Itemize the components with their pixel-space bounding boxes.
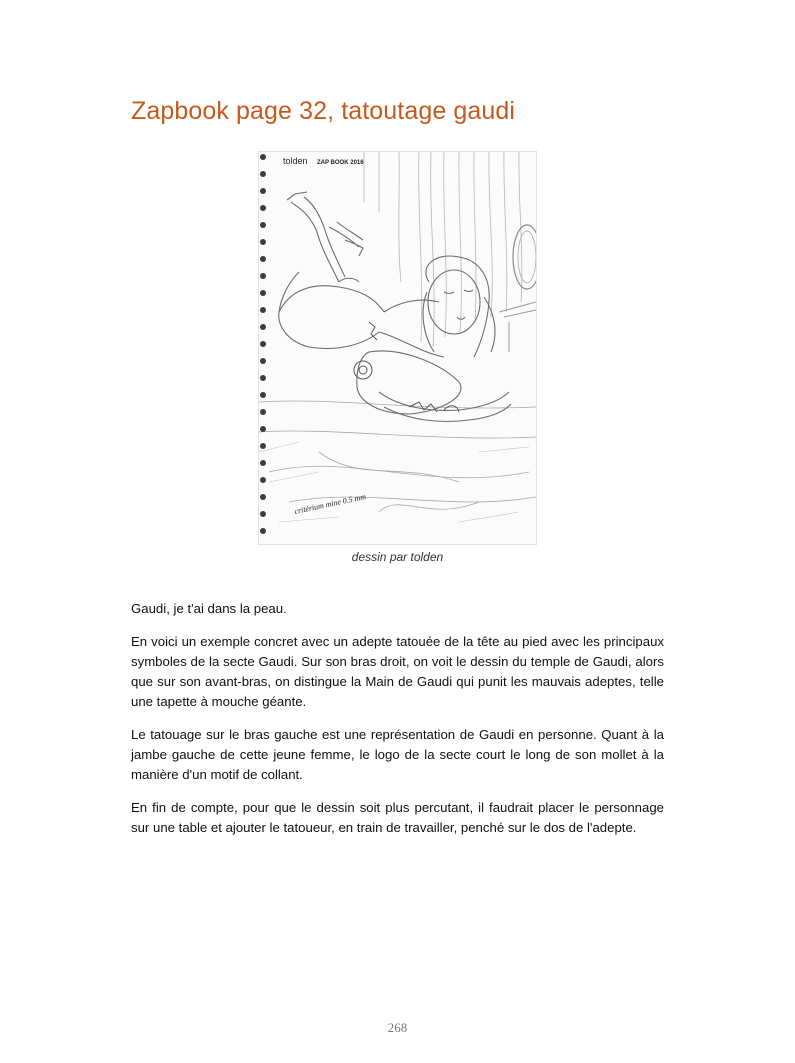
sketch-figure bbox=[258, 151, 537, 545]
page-title: Zapbook page 32, tatoutage gaudi bbox=[131, 97, 516, 125]
sketch-header-name: tolden bbox=[283, 156, 308, 166]
paragraph: Le tatouage sur le bras gauche est une représentation de Gaudi en personne. Quant à la jambe gauche de cette jeune femme, le logo de la secte court le long de son mollet à la manière d'un motif de collant. bbox=[131, 727, 664, 782]
paragraph: En voici un exemple concret avec un adepte tatouée de la tête au pied avec les principaux symboles de la secte Gaudi. Sur son bras droit, on voit le dessin du temple de Gaudi, alors que sur son avant-bras, on distingue la Main de Gaudi qui punit les mauvais adeptes, telle une tapette à mouche géante. bbox=[131, 634, 664, 709]
figure-caption: dessin par tolden bbox=[351, 550, 444, 564]
paragraph: En fin de compte, pour que le dessin soit plus percutant, il faudrait placer le personnage sur une table et ajouter le tatoueur, en train de travailler, penché sur le dos de l'adepte. bbox=[131, 800, 664, 835]
mirror-sketch bbox=[513, 225, 536, 289]
article-body bbox=[131, 599, 664, 851]
pencil-sketch-image bbox=[259, 152, 536, 544]
sketch-header-book: ZAP BOOK 2016 bbox=[317, 160, 364, 166]
spiral-binding bbox=[260, 154, 266, 534]
page-number: 268 bbox=[387, 1020, 408, 1035]
paragraph: Gaudi, je t'ai dans la peau. bbox=[131, 601, 287, 616]
sketch-signature: critérium mine 0.5 mm bbox=[293, 491, 367, 516]
